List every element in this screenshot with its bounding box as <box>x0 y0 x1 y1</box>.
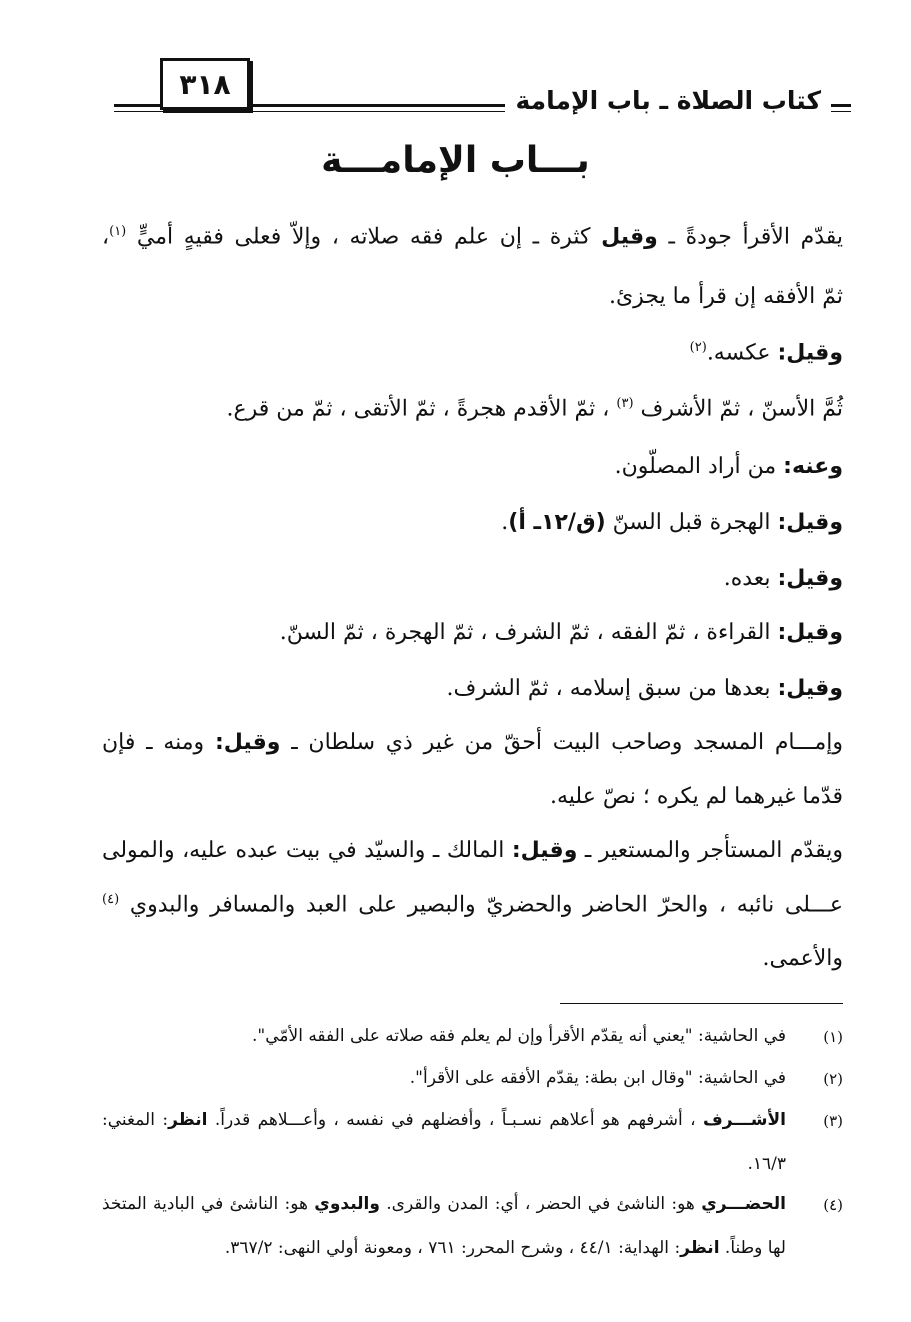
keyword: وقيل: <box>777 620 843 645</box>
text: ثُمَّ الأسنّ ، ثمّ الأشرف <box>633 396 843 422</box>
keyword: وعنه: <box>783 454 843 479</box>
keyword: الحضـــري <box>701 1194 786 1214</box>
page-number <box>160 58 250 110</box>
keyword: وقيل: <box>777 676 843 701</box>
body-line-6 <box>501 510 843 535</box>
keyword: انظر <box>680 1238 720 1258</box>
footnote-4 <box>102 1194 786 1214</box>
body-line-3 <box>690 340 843 365</box>
body-line-4 <box>226 396 843 421</box>
body-line-7 <box>724 566 843 591</box>
text: عكسه. <box>706 340 778 366</box>
text: ، <box>102 224 110 250</box>
footnote-4-line-2 <box>225 1238 786 1258</box>
text: قدّما غيرهما لم يكره ؛ نصّ عليه. <box>549 784 843 809</box>
text: الهجرة قبل السنّ <box>605 510 778 535</box>
footnote-2: في الحاشية: "وقال ابن بطة: يقدّم الأفقه على الأقرأ". <box>409 1068 786 1088</box>
text: : الهداية: ٤٤/١ ، وشرح المحرر: ٧٦١ ، ومعونة أولي النهى: ٣٦٧/٢. <box>224 1238 681 1258</box>
keyword: وقيل: <box>214 730 281 755</box>
text: : المغني: <box>102 1110 169 1130</box>
text: من أراد المصلّون. <box>614 454 784 479</box>
text: ثمّ الأفقه إن قرأ ما يجزئ. <box>608 284 843 309</box>
body-line-1 <box>102 224 843 249</box>
footnote-rule <box>560 1003 843 1004</box>
body-line-9 <box>447 676 844 701</box>
text: ويقدّم المستأجر والمستعير ـ <box>577 838 843 863</box>
footnote-ref: (٣) <box>616 396 634 411</box>
running-head: كتاب الصلاة ـ باب الإمامة <box>505 86 831 115</box>
text: والأعمى. <box>762 946 843 971</box>
keyword: وقيل: <box>777 340 843 366</box>
body-line-14 <box>763 946 843 971</box>
text: بعدها من سبق إسلامه ، ثمّ الشرف. <box>446 676 778 701</box>
body-line-11 <box>550 784 843 809</box>
body-line-12 <box>102 838 843 863</box>
text: هو: الناشئ في البادية المتخذ <box>102 1194 315 1214</box>
keyword: وقيل: <box>511 838 578 863</box>
keyword: وقيل: <box>777 510 843 535</box>
footnote-1: في الحاشية: "يعني أنه يقدّم الأقرأ وإن لم يعلم فقه صلاته على الفقه الأمّي". <box>252 1026 786 1046</box>
chapter-title: بـــاب الإمامـــة <box>321 140 590 181</box>
body-line-10 <box>102 730 843 755</box>
text: كثرة ـ إن علم فقه صلاته ، وإلاّ فعلى فقيهٍ أميٍّ <box>126 224 602 250</box>
text: ، ثمّ الأقدم هجرةً ، ثمّ الأتقى ، ثمّ من قرع. <box>226 396 617 422</box>
text: ، أشرفهم هو أعلاهم نسـبـاً ، وأفضلهم في نفسه ، وأعـــلاهم قدراً. <box>207 1110 704 1130</box>
footnote-number-3: (٣) <box>823 1112 843 1130</box>
body-line-8 <box>280 620 843 645</box>
footnote-3 <box>102 1110 786 1130</box>
footnote-number-2: (٢) <box>823 1070 843 1088</box>
text: وإمـــام المسجد وصاحب البيت أحقّ من غير ذي سلطان ـ <box>280 730 843 755</box>
text: ومنه ـ فإن <box>102 730 215 755</box>
keyword: وقيل <box>601 224 658 250</box>
footnote-ref: (٢) <box>689 340 707 355</box>
footnote-ref: (١) <box>109 224 127 239</box>
body-line-5 <box>615 454 843 479</box>
keyword: وقيل: <box>777 566 843 591</box>
keyword: الأشـــرف <box>703 1110 786 1130</box>
footnote-3-line-2: ١٦/٣. <box>747 1154 786 1174</box>
body-line-13 <box>102 892 843 917</box>
keyword: انظر <box>168 1110 208 1130</box>
text: يقدّم الأقرأ جودةً ـ <box>657 224 843 250</box>
footnote-number-1: (١) <box>823 1028 843 1046</box>
footnote-ref: (٤) <box>102 892 120 907</box>
text: لها وطناً. <box>719 1238 786 1258</box>
keyword: والبدوي <box>314 1194 380 1214</box>
body-line-2 <box>609 284 843 309</box>
text: . <box>501 510 509 535</box>
manuscript-ref: (ق/١٢ـ أ) <box>508 510 606 535</box>
text: هو: الناشئ في الحضر ، أي: المدن والقرى. <box>379 1194 702 1214</box>
page-number-text: ٣١٨ <box>179 67 231 101</box>
text: القراءة ، ثمّ الفقه ، ثمّ الشرف ، ثمّ الهجرة ، ثمّ السنّ. <box>279 620 778 645</box>
text: عـــلى نائبه ، والحرّ الحاضر والحضريّ والبصير على العبد والمسافر والبدوي <box>119 892 843 918</box>
text: المالك ـ والسيّد في بيت عبده عليه، والمولى <box>102 838 512 863</box>
text: بعده. <box>723 566 778 591</box>
footnote-number-4: (٤) <box>823 1196 843 1214</box>
